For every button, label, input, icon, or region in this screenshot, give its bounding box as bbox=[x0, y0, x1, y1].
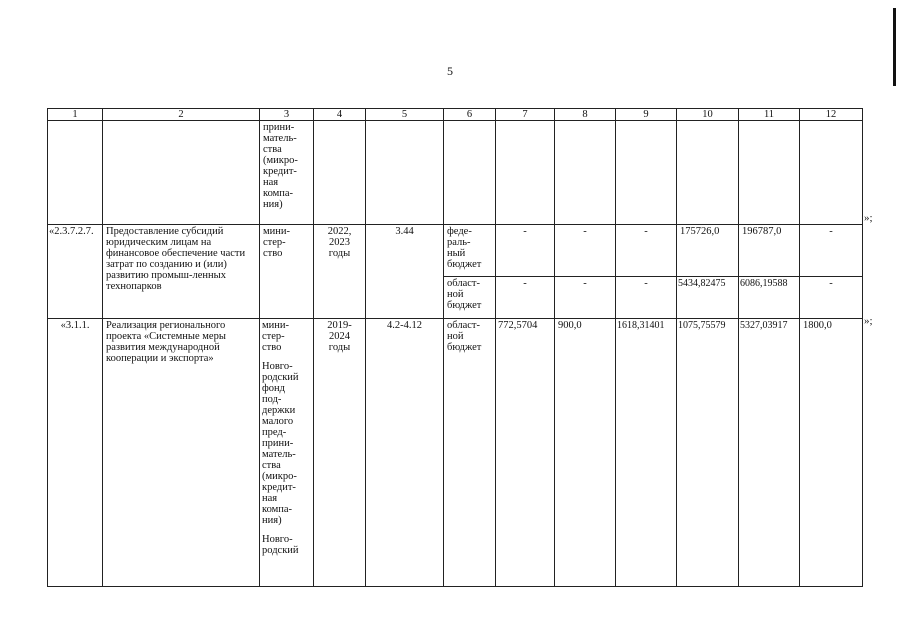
value-cell: - bbox=[800, 225, 863, 277]
value-cell: 196787,0 bbox=[739, 225, 800, 277]
table-row-continuation bbox=[48, 121, 863, 225]
value-cell: - bbox=[555, 225, 616, 277]
value-cell: 5327,03917 bbox=[739, 319, 800, 587]
header-cell: 4 bbox=[314, 109, 366, 121]
period-cell: 2019- 2024 годы bbox=[314, 319, 366, 587]
header-cell: 7 bbox=[496, 109, 555, 121]
value-cell: 772,5704 bbox=[496, 319, 555, 587]
value-cell: 1075,75579 bbox=[677, 319, 739, 587]
header-cell: 1 bbox=[48, 109, 103, 121]
closing-quote: »; bbox=[864, 315, 873, 327]
header-cell: 8 bbox=[555, 109, 616, 121]
header-cell: 10 bbox=[677, 109, 739, 121]
table-row-3-1-1 bbox=[48, 319, 863, 587]
period-cell: 2022, 2023 годы bbox=[314, 225, 366, 319]
executor-cell: прини- матель- ства (микро- кредит- ная компа- ния) bbox=[260, 121, 314, 225]
executor-novgorod: Новго- родский bbox=[262, 534, 299, 556]
value-cell: - bbox=[496, 225, 555, 277]
header-cell: 6 bbox=[444, 109, 496, 121]
value-cell: 5434,82475 bbox=[677, 277, 739, 319]
value-cell: - bbox=[800, 277, 863, 319]
header-cell: 12 bbox=[800, 109, 863, 121]
column-number-row bbox=[48, 109, 863, 121]
header-cell: 9 bbox=[616, 109, 677, 121]
value-cell: 1800,0 bbox=[800, 319, 863, 587]
row-number: «3.1.1. bbox=[48, 319, 103, 587]
value-cell: 900,0 bbox=[555, 319, 616, 587]
header-cell: 5 bbox=[366, 109, 444, 121]
closing-quote: »; bbox=[864, 212, 873, 224]
executor-fund: Новго- родский фонд под- держки малого пред- прини- матель- ства (микро- кредит- ная компа- ния) bbox=[262, 361, 299, 526]
value-cell: - bbox=[616, 225, 677, 277]
executor-cell: мини- стер- ство bbox=[260, 225, 314, 319]
value-cell: 6086,19588 bbox=[739, 277, 800, 319]
budget-source: феде- раль- ный бюджет bbox=[444, 225, 496, 277]
budget-source: област- ной бюджет bbox=[444, 277, 496, 319]
header-cell: 11 bbox=[739, 109, 800, 121]
header-cell: 3 bbox=[260, 109, 314, 121]
value-cell: - bbox=[496, 277, 555, 319]
page-number: 5 bbox=[447, 64, 453, 78]
header-cell: 2 bbox=[103, 109, 260, 121]
executor-ministry: мини- стер- ство bbox=[262, 320, 289, 353]
value-cell: - bbox=[555, 277, 616, 319]
value-cell: - bbox=[616, 277, 677, 319]
budget-table bbox=[47, 108, 863, 587]
executor-cell bbox=[260, 319, 314, 587]
row-number: «2.3.7.2.7. bbox=[48, 225, 103, 319]
budget-source: област- ной бюджет bbox=[444, 319, 496, 587]
indicator-cell: 3.44 bbox=[366, 225, 444, 319]
value-cell: 175726,0 bbox=[677, 225, 739, 277]
indicator-cell: 4.2-4.12 bbox=[366, 319, 444, 587]
value-cell: 1618,31401 bbox=[616, 319, 677, 587]
margin-bar bbox=[893, 8, 896, 86]
measure-name: Реализация регионального проекта «Системные меры развития международной кооперации и экспорта» bbox=[103, 319, 260, 587]
table-row-2-3-7-2-7-federal bbox=[48, 225, 863, 277]
measure-name: Предоставление субсидий юридическим лицам на финансовое обеспечение части затрат по созданию и (или) развитию промыш-ленных технопарков bbox=[103, 225, 260, 319]
